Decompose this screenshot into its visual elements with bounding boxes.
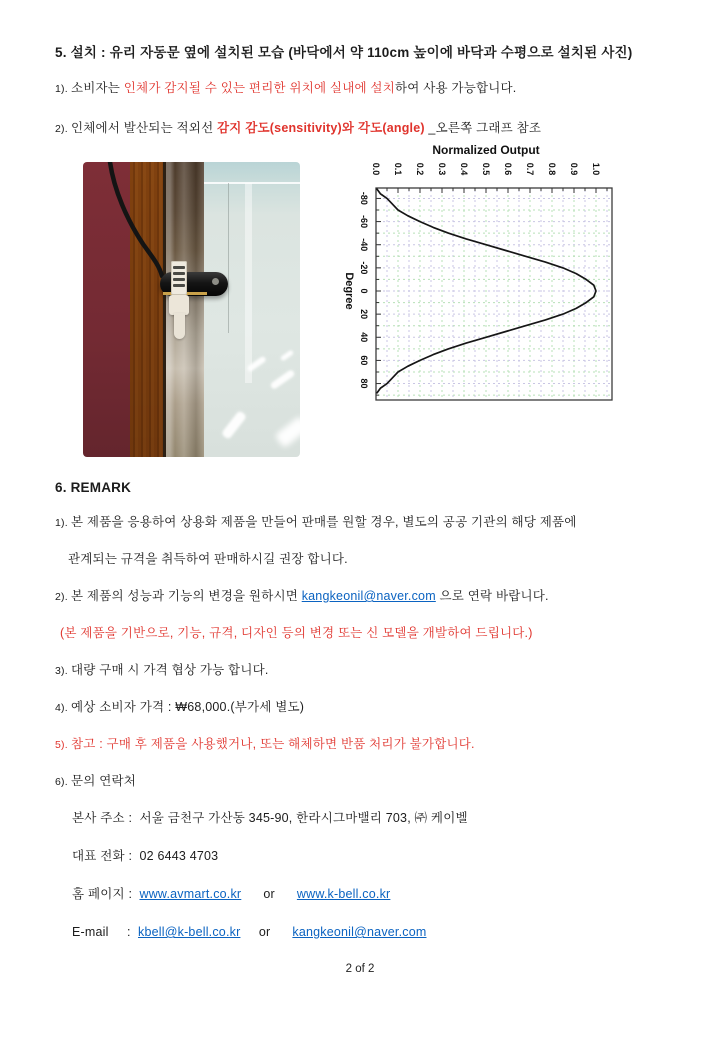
- section-5-heading: 5. 설치 : 유리 자동문 옆에 설치된 모습 (바닥에서 약 110cm 높이에 바닥과 수평으로 설치된 사진): [55, 45, 633, 60]
- sensitivity-chart-svg: [338, 142, 638, 414]
- remark-item-1-cont: [68, 551, 348, 568]
- cable-tie-ladder: [171, 261, 187, 295]
- text-segment: (본 제품을 기반으로, 기능, 규격, 디자인 등의 변경 또는 신 모델을 개발하여 드립니다.): [60, 626, 533, 640]
- svg-text:-40: -40: [359, 238, 369, 252]
- text-segment: 2).: [55, 123, 71, 135]
- text-segment: 5).: [55, 739, 71, 751]
- text-segment: 인체에서 발산되는 적외선: [70, 121, 218, 135]
- svg-text:60: 60: [359, 355, 369, 366]
- remark-item-6: [55, 773, 136, 790]
- sensor-lens-dot: [212, 278, 219, 285]
- text-segment: 1).: [55, 83, 71, 95]
- svg-text:-60: -60: [359, 215, 369, 229]
- remark-item-5: [55, 736, 475, 753]
- svg-text:0.3: 0.3: [437, 162, 447, 176]
- sensor-cable: [83, 162, 300, 457]
- text-segment: 하여 사용 가능합니다.: [394, 81, 517, 95]
- svg-text:0.0: 0.0: [371, 162, 381, 176]
- svg-text:0.2: 0.2: [415, 162, 425, 176]
- chart-title: Normalized Output: [432, 143, 540, 157]
- svg-text:1.0: 1.0: [591, 162, 601, 176]
- svg-text:0.6: 0.6: [503, 162, 513, 176]
- text-segment: 참고 : 구매 후 제품을 사용했거나, 또는 해체하면 반품 처리가 불가합니다.: [70, 737, 475, 751]
- cable-tie-strap: [174, 313, 185, 339]
- sensitivity-chart: [338, 142, 638, 414]
- text-segment: 1).: [55, 517, 71, 529]
- remark-item-3: [55, 662, 269, 679]
- hyperlink[interactable]: kbell@k-bell.co.kr: [138, 925, 241, 939]
- text-segment: 문의 연락처: [70, 774, 137, 788]
- contact-homepage: [72, 886, 390, 903]
- svg-text:0.5: 0.5: [481, 162, 491, 176]
- text-segment: or: [240, 925, 293, 939]
- contact-phone: [72, 848, 218, 865]
- text-segment: 3).: [55, 665, 71, 677]
- svg-text:-20: -20: [359, 261, 369, 275]
- svg-text:0.1: 0.1: [393, 162, 403, 176]
- chart-ylabel: Degree: [343, 272, 355, 310]
- svg-text:0.8: 0.8: [547, 162, 557, 176]
- text-segment: 감지 감도(sensitivity)와 각도(angle): [217, 121, 429, 135]
- contact-email: [72, 924, 427, 941]
- text-segment: 으로 연락 바랍니다.: [435, 589, 549, 603]
- install-item-1: [55, 80, 516, 97]
- text-segment: or: [241, 887, 297, 901]
- hyperlink[interactable]: www.k-bell.co.kr: [296, 887, 391, 901]
- svg-text:0: 0: [359, 288, 369, 294]
- page-number: 2 of 2: [345, 963, 375, 975]
- text-segment: 4).: [55, 702, 71, 714]
- hyperlink[interactable]: www.avmart.co.kr: [139, 887, 242, 901]
- section-6-heading: 6. REMARK: [55, 480, 132, 495]
- text-segment: 대량 구매 시 가격 협상 가능 합니다.: [70, 663, 269, 677]
- svg-text:80: 80: [359, 378, 369, 389]
- svg-text:0.9: 0.9: [569, 162, 579, 176]
- svg-text:-80: -80: [359, 191, 369, 205]
- text-segment: 소비자는: [70, 81, 124, 95]
- contact-address: [72, 810, 468, 827]
- text-segment: 2).: [55, 591, 71, 603]
- text-segment: 6).: [55, 776, 71, 788]
- text-segment: 홈 페이지 :: [72, 887, 140, 901]
- text-segment: 본사 주소 : 서울 금천구 가산동 345-90, 한라시그마밸리 703, ㈜ 케이벨: [72, 811, 468, 825]
- svg-text:0.4: 0.4: [459, 162, 469, 176]
- remark-item-4: [55, 699, 304, 716]
- installation-photo: [83, 162, 300, 457]
- cable-tie-tab: [169, 295, 189, 315]
- hyperlink[interactable]: kangkeonil@naver.com: [301, 589, 436, 603]
- text-segment: 관계되는 규격을 취득하여 판매하시길 권장 합니다.: [68, 552, 348, 566]
- install-item-2: [55, 120, 541, 137]
- text-segment: E-mail :: [72, 925, 139, 939]
- hyperlink[interactable]: kangkeonil@naver.com: [292, 925, 427, 939]
- remark-item-2-note: [60, 625, 533, 642]
- svg-text:0.7: 0.7: [525, 162, 535, 176]
- svg-text:40: 40: [359, 332, 369, 343]
- text-segment: 본 제품을 응용하여 상용화 제품을 만들어 판매를 원할 경우, 별도의 공공 기관의 해당 제품에: [70, 515, 577, 529]
- text-segment: 본 제품의 성능과 기능의 변경을 원하시면: [70, 589, 302, 603]
- text-segment: 예상 소비자 가격 : ₩68,000.(부가세 별도): [70, 700, 305, 714]
- text-segment: 대표 전화 : 02 6443 4703: [72, 849, 219, 863]
- svg-text:20: 20: [359, 309, 369, 320]
- text-segment: _오른쪽 그래프 참조: [428, 121, 542, 135]
- text-segment: 인체가 감지될 수 있는 편리한 위치에 실내에 설치: [123, 81, 395, 95]
- remark-item-2: [55, 588, 549, 605]
- remark-item-1: [55, 514, 577, 531]
